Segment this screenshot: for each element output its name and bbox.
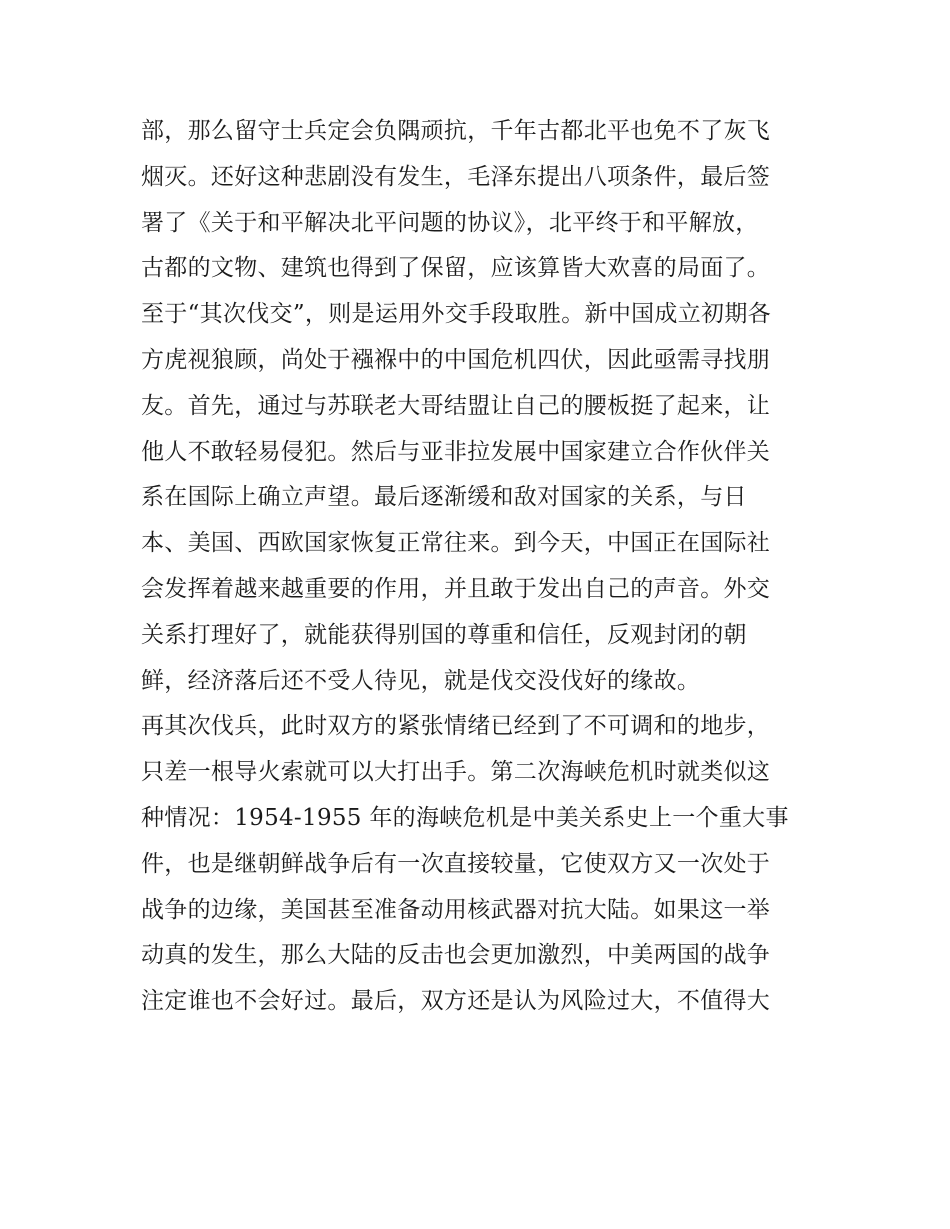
text-line: 只差一根导火索就可以大打出手。第二次海峡危机时就类似这: [141, 759, 771, 786]
text-line: 动真的发生，那么大陆的反击也会更加激烈，中美两国的战争: [141, 942, 771, 969]
text-line: 战争的边缘，美国甚至准备动用核武器对抗大陆。如果这一举: [141, 896, 771, 923]
text-line: 注定谁也不会好过。最后，双方还是认为风险过大，不值得大: [141, 988, 771, 1015]
text-line: 他人不敢轻易侵犯。然后与亚非拉发展中国家建立合作伙伴关: [141, 438, 771, 465]
text-line: 方虎视狼顾，尚处于襁褓中的中国危机四伏，因此亟需寻找朋: [141, 346, 771, 373]
text-line: 友。首先，通过与苏联老大哥结盟让自己的腰板挺了起来，让: [141, 392, 771, 419]
text-line: 烟灭。还好这种悲剧没有发生，毛泽东提出八项条件，最后签: [141, 163, 771, 190]
text-line: 种情况：1954-1955 年的海峡危机是中美关系史上一个重大事: [141, 804, 789, 831]
text-line: 鲜，经济落后还不受人待见，就是伐交没伐好的缘故。: [141, 667, 701, 694]
text-line: 件，也是继朝鲜战争后有一次直接较量，它使双方又一次处于: [141, 850, 771, 877]
text-line: 古都的文物、建筑也得到了保留，应该算皆大欢喜的局面了。: [141, 255, 771, 282]
text-line: 部，那么留守士兵定会负隅顽抗，千年古都北平也免不了灰飞: [141, 118, 771, 144]
text-line: 至于“其次伐交”，则是运用外交手段取胜。新中国成立初期各: [141, 301, 771, 328]
text-line: 关系打理好了，就能获得别国的尊重和信任，反观封闭的朝: [141, 621, 747, 648]
text-line: 再其次伐兵，此时双方的紧张情绪已经到了不可调和的地步，: [141, 713, 771, 740]
text-line: 署了《关于和平解决北平问题的协议》，北平终于和平解放，: [141, 209, 759, 236]
text-line: 会发挥着越来越重要的作用，并且敢于发出自己的声音。外交: [141, 575, 771, 602]
body-text: [141, 109, 821, 1025]
text-line: 系在国际上确立声望。最后逐渐缓和敌对国家的关系，与日: [141, 484, 747, 511]
text-line: 本、美国、西欧国家恢复正常往来。到今天，中国正在国际社: [141, 530, 771, 557]
